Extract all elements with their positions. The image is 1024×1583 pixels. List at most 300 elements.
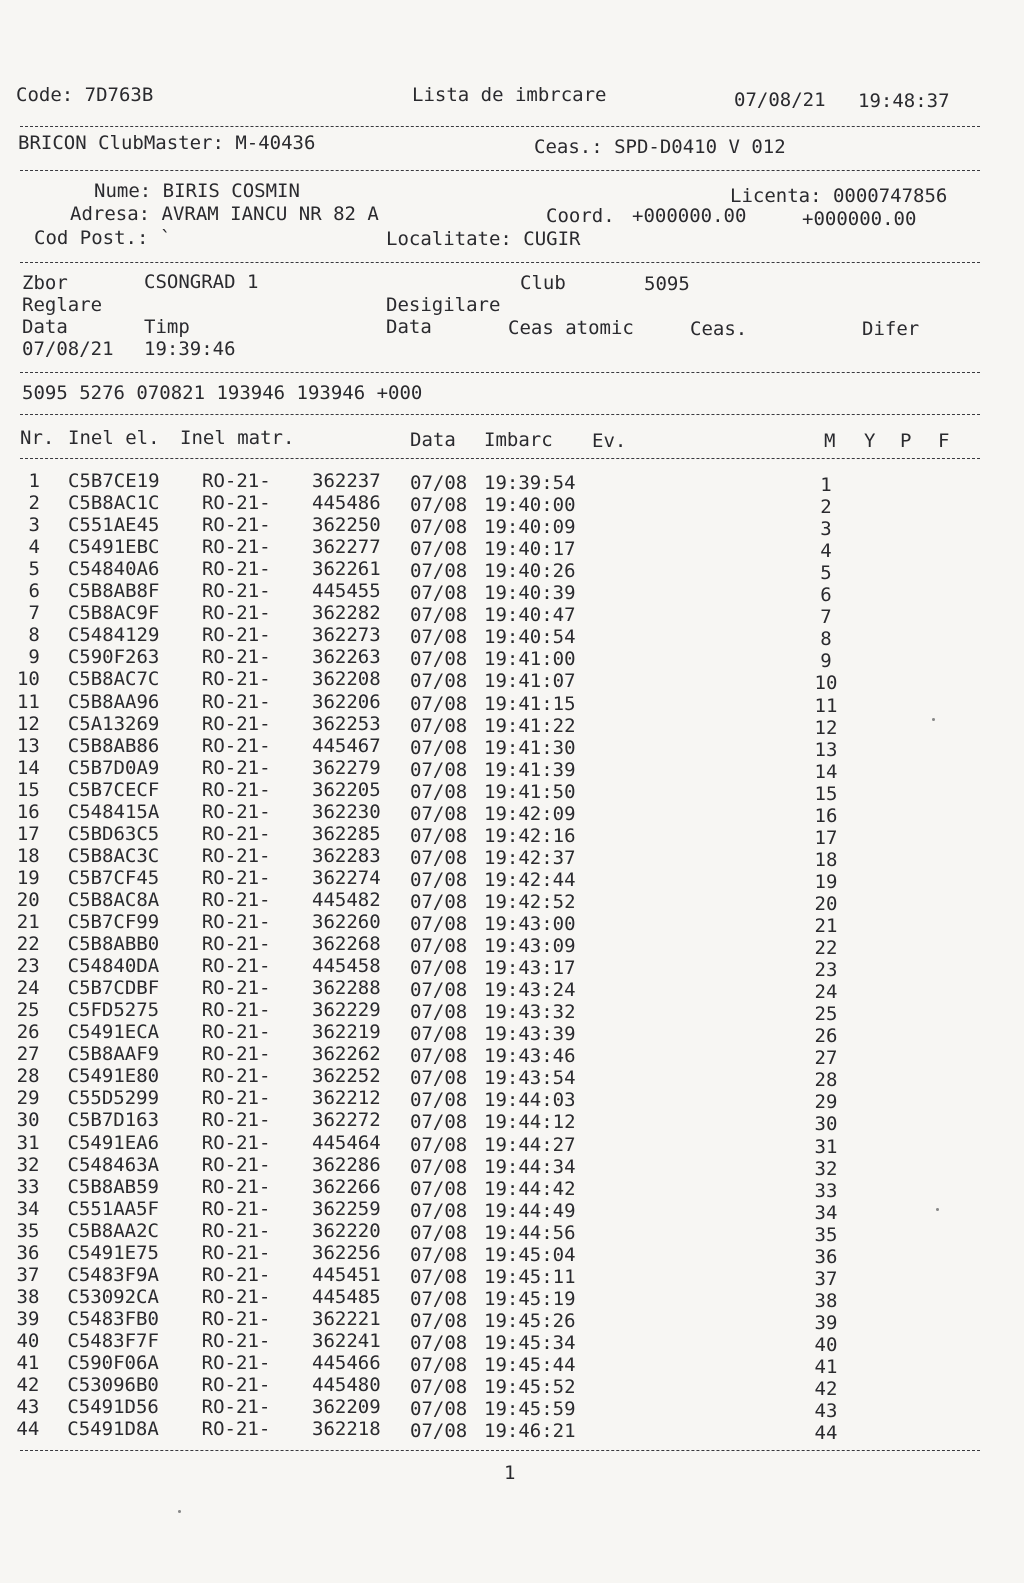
arrival-date: 07/08 [410, 692, 468, 715]
arrival-date: 07/08 [410, 472, 468, 494]
row-number: 42 [16, 1374, 40, 1397]
row-number: 31 [16, 1131, 40, 1154]
rank-m: 12 [814, 716, 838, 739]
ring-number: 362219 [312, 1021, 381, 1044]
arrival-time: 19:40:39 [484, 582, 576, 605]
club-number: 5095 [644, 273, 690, 295]
table-row [0, 756, 1024, 783]
separator-line [20, 414, 980, 415]
electronic-ring: C5B8AC1C [67, 492, 160, 515]
arrival-time: 19:41:22 [484, 714, 576, 737]
arrival-date: 07/08 [410, 1331, 468, 1354]
electronic-ring: C5491EA6 [67, 1131, 160, 1154]
rank-m: 26 [814, 1025, 838, 1048]
ring-prefix: RO-21- [201, 536, 271, 559]
arrival-time: 19:40:17 [484, 538, 576, 561]
electronic-ring: C5491E75 [67, 1241, 159, 1264]
rank-m: 29 [814, 1091, 838, 1114]
paper-speck [178, 1510, 181, 1513]
rank-m: 14 [814, 760, 838, 783]
electronic-ring: C5B7CF99 [67, 911, 160, 933]
ring-prefix: RO-21- [201, 624, 271, 647]
arrival-time: 19:42:16 [484, 824, 576, 847]
ring-prefix: RO-21- [201, 1175, 271, 1198]
electronic-ring: C5B7CF45 [67, 866, 160, 889]
ring-prefix: RO-21- [201, 1263, 271, 1286]
table-row [0, 1263, 1024, 1290]
rank-m: 10 [814, 672, 838, 695]
date-label: Data [22, 316, 68, 338]
license-number: Licenta: 0000747856 [730, 185, 948, 207]
unsealing-date-label: Data [386, 316, 432, 338]
electronic-ring: C5B7CDBF [67, 977, 160, 1000]
rank-m: 19 [814, 870, 838, 893]
rank-m: 27 [814, 1047, 838, 1070]
ring-prefix: RO-21- [201, 1153, 271, 1176]
rank-m: 32 [814, 1157, 838, 1180]
arrival-time: 19:43:54 [484, 1067, 576, 1090]
row-number: 43 [16, 1396, 40, 1419]
ring-prefix: RO-21- [201, 690, 271, 713]
arrival-date: 07/08 [410, 516, 468, 539]
table-row [0, 1396, 1024, 1423]
table-row [0, 955, 1024, 982]
ring-number: 362221 [312, 1307, 381, 1330]
rank-m: 24 [814, 981, 838, 1004]
arrival-time: 19:43:00 [484, 913, 576, 935]
arrival-date: 07/08 [410, 1067, 468, 1090]
ring-number: 445455 [312, 580, 381, 603]
arrival-time: 19:40:00 [484, 494, 576, 517]
locality: Localitate: CUGIR [386, 228, 581, 250]
row-number: 2 [28, 492, 40, 515]
separator-line [20, 126, 980, 127]
owner-name: Nume: BIRIS COSMIN [94, 180, 300, 202]
paper-speck [936, 1208, 939, 1211]
rank-m: 28 [814, 1069, 838, 1092]
ring-number: 362241 [312, 1329, 381, 1352]
rank-m: 34 [814, 1201, 838, 1224]
arrival-time: 19:42:09 [484, 802, 576, 825]
arrival-date: 07/08 [410, 626, 468, 649]
ring-number: 362205 [312, 778, 381, 801]
ring-prefix: RO-21- [201, 933, 271, 956]
club-master-label: BRICON ClubMaster: M-40436 [18, 132, 316, 154]
ring-prefix: RO-21- [201, 756, 271, 779]
ring-number: 445485 [312, 1285, 381, 1308]
rank-m: 1 [820, 474, 832, 496]
arrival-time: 19:45:59 [484, 1398, 576, 1421]
arrival-time: 19:43:32 [484, 1001, 576, 1024]
table-row [0, 492, 1024, 519]
arrival-time: 19:42:37 [484, 846, 576, 869]
row-number: 7 [28, 602, 40, 625]
arrival-date: 07/08 [410, 1354, 468, 1376]
code-label: Code: 7D763B [16, 84, 154, 106]
table-row [0, 1197, 1024, 1224]
table-row [0, 1021, 1024, 1048]
ring-number: 362268 [312, 933, 381, 956]
electronic-ring: C5491E80 [67, 1065, 160, 1088]
ring-prefix: RO-21- [201, 668, 271, 691]
arrival-time: 19:43:09 [484, 935, 576, 958]
electronic-ring: C5A13269 [67, 712, 160, 735]
row-number: 32 [16, 1153, 40, 1176]
unsealing-label: Desigilare [386, 294, 501, 316]
arrival-time: 19:45:44 [484, 1354, 576, 1376]
ring-number: 362263 [312, 646, 381, 669]
row-number: 30 [16, 1109, 40, 1132]
table-row [0, 558, 1024, 585]
ring-number: 445467 [312, 734, 381, 757]
arrival-date: 07/08 [410, 802, 468, 825]
table-row [0, 844, 1024, 871]
arrival-date: 07/08 [410, 1155, 468, 1178]
ring-number: 362282 [312, 602, 381, 625]
table-row [0, 580, 1024, 607]
table-row [0, 1418, 1024, 1445]
rank-m: 25 [814, 1003, 838, 1026]
arrival-time: 19:45:04 [484, 1243, 576, 1266]
ring-prefix: RO-21- [201, 712, 271, 735]
rank-m: 39 [814, 1311, 838, 1334]
electronic-ring: C5B7CE19 [68, 470, 160, 492]
col-header-ev: Ev. [592, 430, 627, 452]
ring-number: 362266 [312, 1175, 381, 1198]
flight-label: Zbor [22, 272, 68, 294]
electronic-ring: C5BD63C5 [67, 822, 160, 845]
ring-number: 445458 [312, 955, 381, 978]
row-number: 6 [28, 580, 40, 603]
electronic-ring: C5B7D163 [67, 1109, 160, 1132]
arrival-date: 07/08 [410, 1420, 468, 1443]
ring-prefix: RO-21- [201, 558, 271, 581]
coord-label: Coord. [546, 205, 615, 227]
row-number: 5 [28, 558, 40, 581]
ring-number: 445480 [312, 1374, 381, 1397]
ring-number: 362285 [312, 822, 381, 845]
ring-number: 362286 [312, 1153, 381, 1176]
arrival-date: 07/08 [410, 957, 468, 980]
col-header-data: Data [410, 429, 456, 451]
electronic-ring: C5B8AB59 [67, 1175, 159, 1198]
ring-prefix: RO-21- [201, 492, 271, 515]
row-number: 40 [16, 1329, 40, 1352]
row-number: 29 [16, 1087, 40, 1110]
setting-date: 07/08/21 [22, 338, 114, 360]
arrival-time: 19:40:09 [484, 516, 576, 539]
ring-number: 362256 [312, 1241, 381, 1264]
table-row [0, 470, 1024, 496]
rank-m: 41 [814, 1356, 838, 1378]
rank-m: 43 [814, 1400, 838, 1423]
row-number: 20 [16, 888, 40, 911]
arrival-time: 19:43:17 [484, 957, 576, 980]
table-row [0, 1329, 1024, 1356]
table-row [0, 822, 1024, 849]
electronic-ring: C5B8ABB0 [67, 933, 160, 956]
ring-number: 362220 [312, 1219, 381, 1242]
arrival-date: 07/08 [410, 648, 468, 671]
arrival-time: 19:45:19 [484, 1287, 576, 1310]
arrival-time: 19:41:00 [484, 648, 576, 671]
ring-number: 362279 [312, 756, 381, 779]
summary-line: 5095 5276 070821 193946 193946 +000 [22, 382, 423, 404]
separator-line [20, 372, 980, 373]
arrival-date: 07/08 [410, 1001, 468, 1024]
table-row [0, 1065, 1024, 1092]
electronic-ring: C5B7D0A9 [67, 756, 160, 779]
arrival-time: 19:41:07 [484, 670, 576, 693]
ring-number: 362208 [312, 668, 381, 691]
rank-m: 42 [814, 1378, 838, 1401]
ring-prefix: RO-21- [201, 1352, 271, 1374]
electronic-ring: C5B8AAF9 [67, 1043, 160, 1066]
arrival-date: 07/08 [410, 1376, 468, 1399]
ring-prefix: RO-21- [201, 1043, 271, 1066]
ring-prefix: RO-21- [201, 1131, 271, 1154]
rank-m: 37 [814, 1267, 838, 1290]
arrival-date: 07/08 [410, 846, 468, 869]
row-number: 16 [16, 800, 40, 823]
arrival-date: 07/08 [410, 736, 468, 759]
page-number: 1 [504, 1462, 516, 1484]
ring-prefix: RO-21- [201, 514, 271, 537]
arrival-date: 07/08 [410, 1243, 468, 1266]
rank-m: 2 [820, 496, 832, 519]
table-row [0, 1241, 1024, 1268]
ring-prefix: RO-21- [201, 1109, 271, 1132]
arrival-time: 19:42:52 [484, 890, 576, 913]
arrival-date: 07/08 [410, 604, 468, 627]
col-header-inel-el: Inel el. [68, 427, 160, 449]
row-number: 34 [16, 1197, 40, 1220]
table-row [0, 999, 1024, 1026]
rank-m: 16 [814, 804, 838, 827]
owner-address: Adresa: AVRAM IANCU NR 82 A [70, 203, 379, 225]
col-header-imbarc: Imbarc [484, 429, 553, 451]
electronic-ring: C5B8AC7C [67, 668, 160, 691]
table-row [0, 712, 1024, 739]
ring-number: 362230 [312, 800, 381, 823]
table-row [0, 602, 1024, 629]
ring-number: 362212 [312, 1087, 381, 1110]
table-row [0, 1352, 1024, 1378]
row-number: 1 [28, 470, 40, 492]
ring-number: 362273 [312, 624, 381, 647]
arrival-time: 19:44:03 [484, 1089, 576, 1112]
col-header-f: F [938, 430, 950, 452]
ring-prefix: RO-21- [201, 580, 271, 603]
table-row [0, 1175, 1024, 1202]
rank-m: 23 [814, 959, 838, 982]
table-row [0, 1219, 1024, 1246]
ring-prefix: RO-21- [201, 999, 271, 1022]
ring-prefix: RO-21- [201, 822, 271, 845]
club-label: Club [520, 272, 566, 294]
table-row [0, 668, 1024, 695]
arrival-date: 07/08 [410, 1045, 468, 1068]
electronic-ring: C590F263 [67, 646, 160, 669]
arrival-date: 07/08 [410, 1133, 468, 1156]
ring-prefix: RO-21- [201, 888, 271, 911]
ring-number: 362260 [312, 911, 381, 933]
table-row [0, 624, 1024, 651]
table-row [0, 778, 1024, 805]
arrival-time: 19:43:46 [484, 1045, 576, 1068]
time-label: Timp [144, 316, 190, 338]
electronic-ring: C551AE45 [67, 514, 160, 537]
arrival-date: 07/08 [410, 913, 468, 935]
ring-number: 362262 [312, 1043, 381, 1066]
document-title: Lista de imbrcare [412, 84, 607, 106]
coord-value-2: +000000.00 [802, 208, 917, 230]
electronic-ring: C54840DA [67, 955, 160, 978]
electronic-ring: C5491D8A [67, 1418, 159, 1441]
ring-prefix: RO-21- [201, 1065, 271, 1088]
arrival-time: 19:42:44 [484, 868, 576, 891]
arrival-time: 19:40:47 [484, 604, 576, 627]
electronic-ring: C5491ECA [67, 1021, 160, 1044]
electronic-ring: C53096B0 [67, 1374, 159, 1397]
arrival-time: 19:43:24 [484, 979, 576, 1002]
rank-m: 3 [820, 518, 832, 541]
arrival-time: 19:45:34 [484, 1331, 576, 1354]
table-row [0, 690, 1024, 717]
difference-label: Difer [862, 318, 920, 340]
print-time: 19:48:37 [858, 90, 950, 112]
row-number: 28 [16, 1065, 40, 1088]
ring-prefix: RO-21- [201, 646, 271, 669]
rank-m: 11 [814, 694, 838, 717]
ring-prefix: RO-21- [201, 1219, 271, 1242]
rank-m: 7 [820, 606, 832, 629]
arrival-date: 07/08 [410, 780, 468, 803]
ring-prefix: RO-21- [201, 800, 271, 823]
row-number: 9 [28, 646, 40, 669]
electronic-ring: C5B7CECF [67, 778, 160, 801]
electronic-ring: C5483FB0 [67, 1307, 159, 1330]
rank-m: 35 [814, 1223, 838, 1246]
rank-m: 30 [814, 1113, 838, 1136]
separator-line [20, 1450, 980, 1451]
ring-prefix: RO-21- [201, 866, 271, 889]
rank-m: 36 [814, 1245, 838, 1268]
rank-m: 18 [814, 848, 838, 871]
arrival-date: 07/08 [410, 1023, 468, 1046]
ring-number: 362288 [312, 977, 381, 1000]
rank-m: 33 [814, 1179, 838, 1202]
arrival-time: 19:45:26 [484, 1309, 576, 1332]
arrival-time: 19:44:42 [484, 1177, 576, 1200]
electronic-ring: C5491EBC [67, 536, 160, 559]
row-number: 23 [16, 955, 40, 978]
row-number: 15 [16, 778, 40, 801]
row-number: 13 [16, 734, 40, 757]
ring-prefix: RO-21- [202, 470, 271, 492]
arrival-date: 07/08 [410, 758, 468, 781]
ring-number: 362209 [312, 1396, 381, 1419]
table-row [0, 1285, 1024, 1312]
ring-prefix: RO-21- [201, 734, 271, 757]
arrival-date: 07/08 [410, 582, 468, 605]
rank-m: 6 [820, 584, 832, 607]
row-number: 37 [16, 1263, 40, 1286]
row-number: 19 [16, 866, 40, 889]
rank-m: 4 [820, 540, 832, 563]
clock-label: Ceas.: SPD-D0410 V 012 [534, 136, 786, 158]
ring-number: 445482 [312, 888, 381, 911]
rank-m: 9 [820, 650, 832, 673]
row-number: 3 [28, 514, 40, 537]
electronic-ring: C548415A [67, 800, 160, 823]
ring-prefix: RO-21- [201, 1021, 271, 1044]
ring-number: 362237 [312, 470, 381, 492]
ring-prefix: RO-21- [201, 1374, 271, 1397]
arrival-date: 07/08 [410, 538, 468, 561]
rank-m: 5 [820, 562, 832, 585]
row-number: 17 [16, 822, 40, 845]
setting-time: 19:39:46 [144, 338, 236, 360]
electronic-ring: C5B8AA96 [67, 690, 160, 713]
row-number: 36 [16, 1241, 40, 1264]
ring-number: 362272 [312, 1109, 381, 1132]
arrival-time: 19:40:54 [484, 626, 576, 649]
arrival-date: 07/08 [410, 714, 468, 737]
rank-m: 38 [814, 1289, 838, 1312]
ring-prefix: RO-21- [201, 1418, 271, 1441]
rank-m: 8 [820, 628, 832, 651]
electronic-ring: C5B8AA2C [67, 1219, 159, 1242]
row-number: 22 [16, 933, 40, 956]
row-number: 44 [16, 1418, 40, 1441]
table-row [0, 514, 1024, 541]
arrival-time: 19:44:56 [484, 1221, 576, 1244]
ring-prefix: RO-21- [201, 1197, 271, 1220]
arrival-time: 19:43:39 [484, 1023, 576, 1046]
electronic-ring: C5B8AC9F [67, 602, 160, 625]
row-number: 8 [28, 624, 40, 647]
table-row [0, 866, 1024, 893]
table-row [0, 646, 1024, 673]
row-number: 25 [16, 999, 40, 1022]
separator-line [20, 170, 980, 171]
table-row [0, 1109, 1024, 1136]
ring-number: 362277 [312, 536, 381, 559]
arrival-date: 07/08 [410, 670, 468, 693]
ring-number: 362253 [312, 712, 381, 735]
arrival-time: 19:41:30 [484, 736, 576, 759]
arrival-time: 19:39:54 [484, 472, 576, 494]
row-number: 12 [16, 712, 40, 735]
ring-prefix: RO-21- [201, 977, 271, 1000]
arrival-date: 07/08 [410, 1265, 468, 1288]
arrival-date: 07/08 [410, 560, 468, 583]
ring-number: 362229 [312, 999, 381, 1022]
arrival-time: 19:41:50 [484, 780, 576, 803]
rank-m: 21 [814, 915, 838, 937]
col-header-nr: Nr. [20, 427, 55, 449]
arrival-time: 19:41:39 [484, 758, 576, 781]
electronic-ring: C5B8AC8A [67, 888, 160, 911]
table-row [0, 1307, 1024, 1334]
row-number: 11 [16, 690, 40, 713]
table-row [0, 1087, 1024, 1114]
arrival-date: 07/08 [410, 868, 468, 891]
ring-prefix: RO-21- [201, 1307, 271, 1330]
table-row [0, 734, 1024, 761]
arrival-time: 19:40:26 [484, 560, 576, 583]
